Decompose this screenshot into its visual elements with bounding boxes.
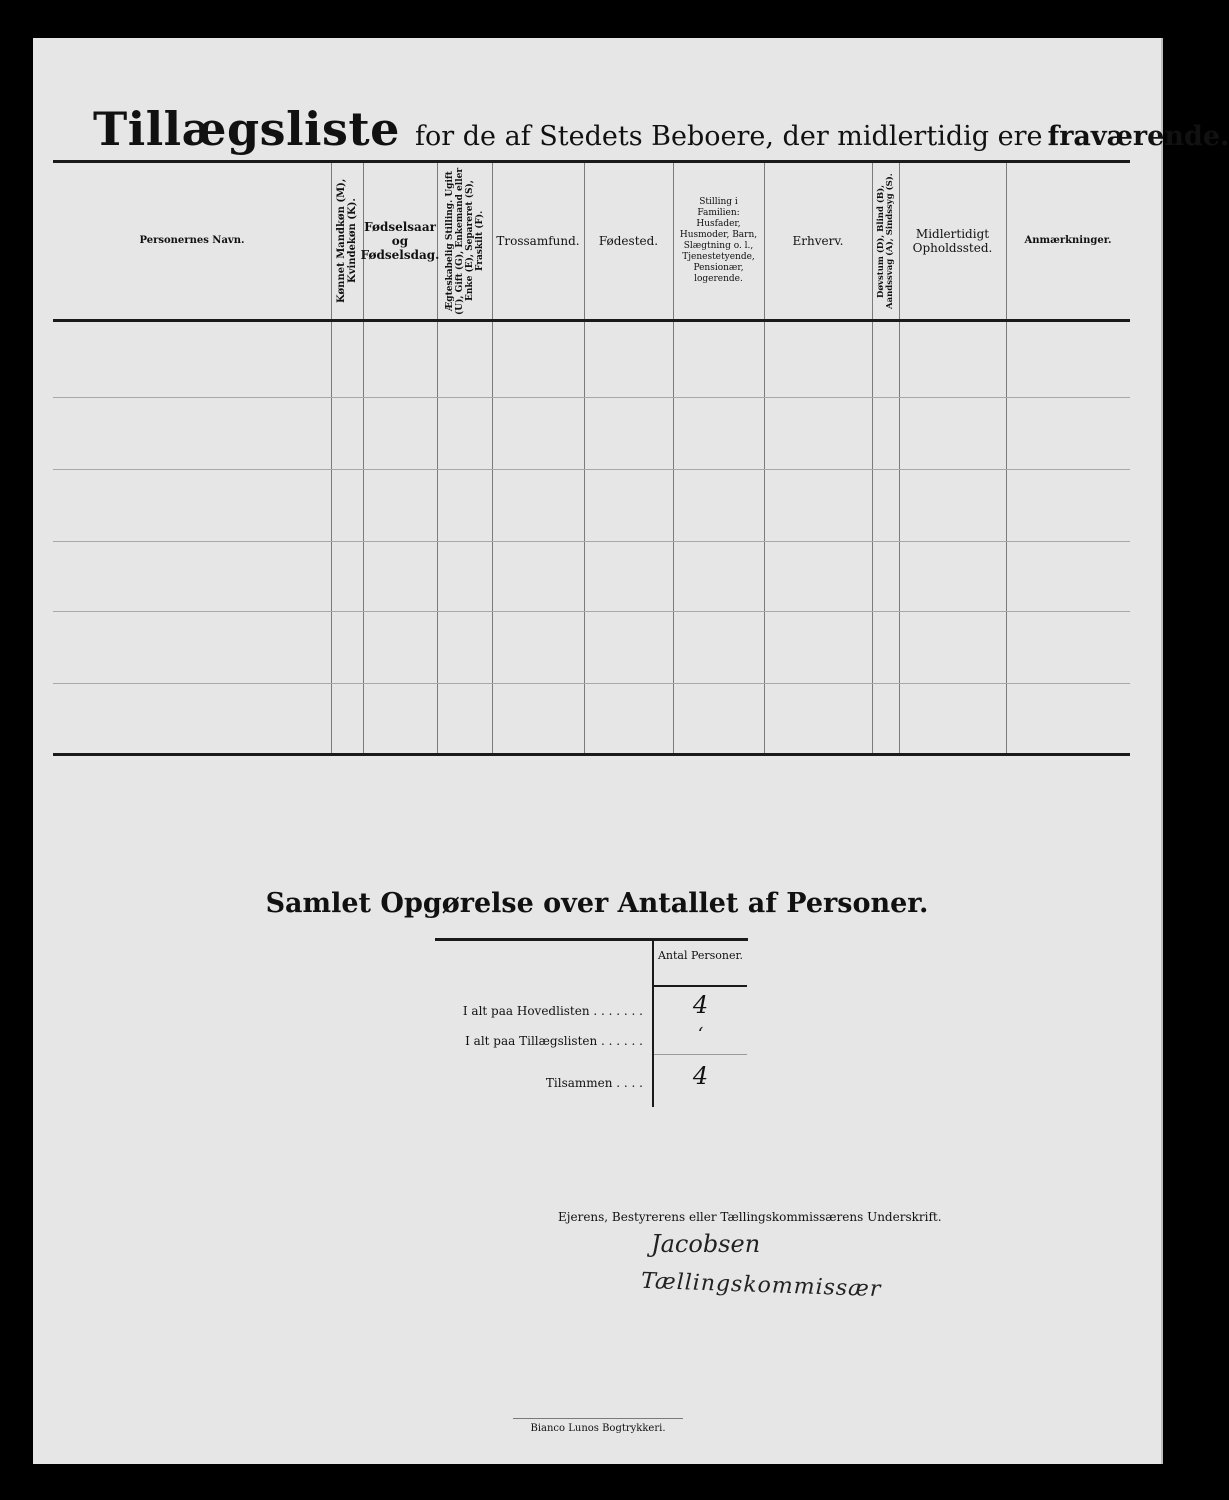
summary-value-tillaegslisten: ‘ (697, 1024, 704, 1045)
table-row (53, 469, 1130, 470)
table-row (53, 611, 1130, 612)
signature-caption: Ejerens, Bestyrerens eller Tællingskommissærens Underskrift. (558, 1210, 942, 1224)
census-table (53, 163, 1130, 756)
title-bold-end: fraværende. (1047, 121, 1229, 152)
summary-top-rule (435, 938, 748, 941)
table-row (53, 397, 1130, 398)
header-birth: Fødselsaar og Fødselsdag. (360, 220, 440, 262)
summary-label-tilsammen: Tilsammen . . . . (545, 1076, 643, 1090)
summary-title: Samlet Opgørelse over Antallet af Personer. (265, 888, 929, 919)
signature-line-2: Tællingskommissær (640, 1268, 882, 1303)
header-disability-cell (872, 163, 899, 319)
header-marital-cell (437, 163, 492, 319)
summary-col-head: Antal Personer. (657, 949, 744, 962)
summary-label-tillaegslisten: I alt paa Tillægslisten . . . . . . (465, 1034, 643, 1048)
header-sex-cell (331, 163, 363, 319)
header-birthplace: Fødested. (598, 234, 659, 248)
title-rest: for de af Stedets Beboere, der midlertidig ere (415, 121, 1043, 152)
summary-label-hovedlisten: I alt paa Hovedlisten . . . . . . . (462, 1004, 643, 1018)
printer-imprint: Bianco Lunos Bogtrykkeri. (513, 1418, 683, 1434)
summary-head-rule (654, 985, 747, 987)
header-remarks: Anmærkninger. (1024, 235, 1112, 246)
header-rule (53, 319, 1130, 322)
header-temp-residence: Midlertidigt Opholdssted. (912, 227, 993, 255)
table-bottom-rule (53, 753, 1130, 756)
table-row (53, 541, 1130, 542)
header-religion: Trossamfund. (496, 234, 580, 248)
signature-line-1: Jacobsen (651, 1230, 761, 1258)
header-family: Stilling i Familien: Husfader, Husmoder, Barn, Slægtning o. l., Tjenestetyende, Pensionær, logerende. (679, 197, 758, 284)
census-form-sheet (33, 38, 1229, 1464)
header-name: Personernes Navn. (139, 235, 245, 246)
header-disability: Døvstum (D), Blind (B), Aandssvag (A), Sindssyg (S). (875, 173, 895, 309)
header-sex: Kønnet Mandkøn (M), Kvindekøn (K). (336, 178, 358, 304)
table-row (53, 683, 1130, 684)
summary-value-tilsammen: 4 (692, 1062, 709, 1090)
title-main: Tillægsliste (93, 102, 400, 156)
header-occupation: Erhverv. (792, 234, 844, 248)
summary-value-hovedlisten: 4 (692, 991, 709, 1019)
summary-sum-rule (654, 1054, 747, 1055)
form-title (93, 102, 1229, 156)
header-marital: Ægteskabelig Stilling. Ugift (U), Gift (G), Enkemand eller Enke (E), Separeret (S), Fraskilt (F). (444, 167, 485, 315)
summary-table (433, 938, 753, 1108)
